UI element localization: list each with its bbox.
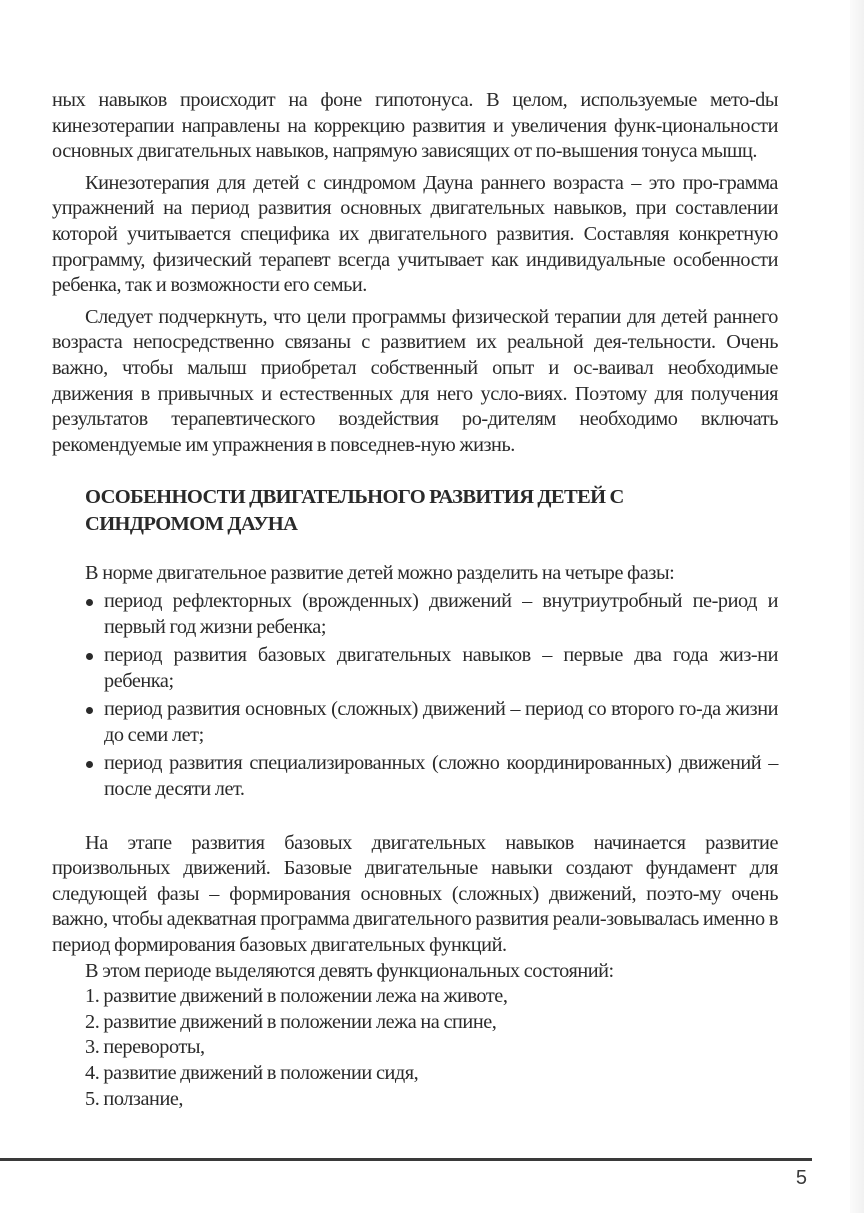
paragraph-kinesiotherapy-program: Кинезотерапия для детей с синдромом Дауна раннего возраста – это про-грамма упражнений на период развития основных двигательных навыков, при составлении которой учитывается специфика их двигательного развития. Составляя конкретную программу, физический терапевт всегда учитывает как индивидуальные особенности ребенка, так и возможности его семьи. xyxy=(52,171,778,297)
phases-list xyxy=(52,589,778,803)
page-number: 5 xyxy=(795,1167,807,1189)
list-item-text: период развития специализированных (сложно координированных) движений – после десяти лет. xyxy=(104,752,778,801)
bullet-icon xyxy=(86,653,93,660)
phases-intro: В норме двигательное развитие детей можно разделить на четыре фазы: xyxy=(85,562,675,585)
list-item xyxy=(52,589,778,640)
list-item: 3. перевороты, xyxy=(85,1036,205,1059)
paragraph-therapy-goals: Следует подчеркнуть, что цели программы физической терапии для детей раннего возраста непосредственно связаны с развитием их реальной дея-тельности. Очень важно, чтобы малыш приобретал собственный опыт и ос-ваивал необходимые движения в привычных и естественных для него усло-виях. Поэтому для получения результатов терапевтического воздействия ро-дителям необходимо включать рекомендуемые им упражнения в повседнев-ную жизнь. xyxy=(52,305,778,456)
functional-states-list xyxy=(52,984,778,1112)
bullet-icon xyxy=(86,761,93,768)
bullet-icon xyxy=(86,707,93,714)
footer-divider xyxy=(0,1158,812,1161)
bullet-icon xyxy=(86,599,93,606)
page-content xyxy=(52,88,778,1112)
paragraph-hypotonus: ных навыков происходит на фоне гипотонуса. В целом, используемые мето-dы кинезотерапии направлены на коррекцию развития и увеличения функ-циональности основных двигательных навыков, напрямую зависящих от по-вышения тонуса мышц. xyxy=(52,89,778,163)
page-edge xyxy=(850,0,864,1213)
states-intro: В этом периоде выделяются девять функциональных состояний: xyxy=(85,959,614,982)
list-item-text: период развития основных (сложных) движений – период со второго го-да жизни до семи лет; xyxy=(104,698,778,746)
list-item-text: период развития базовых двигательных навыков – первые два года жиз-ни ребенка; xyxy=(104,644,778,692)
list-item: 2. развитие движений в положении лежа на спине, xyxy=(85,1010,497,1033)
list-item: 4. развитие движений в положении сидя, xyxy=(85,1062,419,1084)
list-item: 5. ползание, xyxy=(85,1087,184,1110)
list-item xyxy=(52,643,778,694)
list-item xyxy=(52,751,778,802)
paragraph-basic-skills: На этапе развития базовых двигательных навыков начинается развитие произвольных движений. Базовые двигательные навыки создают фундамент для следующей фазы – формирования основных (сложных) движений, поэто-му очень важно, чтобы адекватная программа двигательного развития реали-зовывалась именно в период формирования базовых двигательных функций. xyxy=(52,831,778,957)
section-heading: ОСОБЕННОСТИ ДВИГАТЕЛЬНОГО РАЗВИТИЯ ДЕТЕЙ С СИНДРОМОМ ДАУНА xyxy=(85,486,624,536)
list-item xyxy=(52,697,778,748)
list-item-text: период рефлекторных (врожденных) движений – внутриутробный пе-риод и первый год жизни ребенка; xyxy=(104,589,778,638)
list-item: 1. развитие движений в положении лежа на животе, xyxy=(85,985,508,1008)
